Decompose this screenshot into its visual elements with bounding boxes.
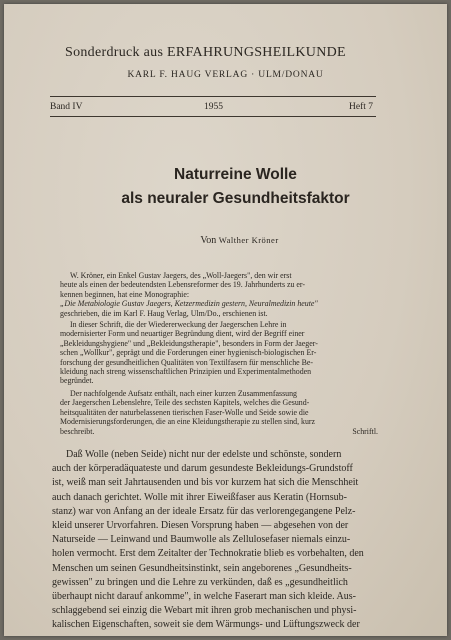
intro-line: Der nachfolgende Aufsatz enthält, nach einer kurzen Zusammenfassung — [70, 389, 297, 398]
body-line: Naturseide — Leinwand und Baumwolle als Zellulosefaser niemals einzu- — [52, 534, 351, 546]
intro-line-end: beschreibt. — [60, 426, 95, 436]
intro-line: geschrieben, die im Karl F. Haug Verlag, Ulm/Do., erschienen ist. — [60, 308, 268, 318]
intro-line: heitsqualitäten der naturbelassenen tierischen Faser-Wolle und Seide sowie die — [60, 407, 309, 417]
intro-paragraph-1 — [60, 271, 378, 318]
intro-line: kennen beginnen, hat eine Monographie: — [60, 289, 190, 299]
intro-line: begründet. — [60, 376, 94, 386]
intro-line: schen „Wollkur", geprägt und die Forderungen einer hygienisch-biologischen Er- — [60, 348, 317, 358]
intro-line: In dieser Schrift, die der Wiedererweckung der Jaegerschen Lehre in — [70, 320, 287, 329]
body-line: Daß Wolle (neben Seide) nicht nur der edelste und schönste, sondern — [66, 449, 342, 460]
document-page — [4, 4, 447, 636]
body-line: auch danach gerichtet. Wolle mit ihrer Eiweißfaser aus Keratin (Hornsub- — [52, 491, 348, 503]
offprint-heading: Sonderdruck aus ERFAHRUNGSHEILKUNDE — [65, 45, 346, 60]
intro-line: Modernisierungsforderungen, die an eine Kleidungstherapie zu stellen sind, kurz — [60, 417, 316, 427]
body-line: schlaggebend sei einzig die Webart mit ihren grob mechanischen und physi- — [52, 605, 357, 617]
body-line: ist, weiß man seit Jahrtausenden und bis vor kurzem hat sich die Menschheit — [52, 477, 359, 489]
volume-label: Band IV — [50, 102, 83, 112]
header-rule-bottom — [50, 116, 376, 117]
article-title-line2: als neuraler Gesundheitsfaktor — [121, 190, 350, 207]
intro-line: heute als einen der bedeutendsten Lebensreformer des 19. Jahrhunderts zu er- — [60, 280, 306, 290]
body-line: Menschen um seinen Gesundheitsinstinkt, sein angeborenes „Gesundheits- — [52, 562, 352, 574]
body-line: auch der körperadäquateste und darum gesundeste Bekleidungs-Grundstoff — [52, 463, 353, 475]
year-label: 1955 — [204, 102, 223, 112]
body-line: überhaupt nicht darauf ankomme", in welche Faserart man sich kleide. Aus- — [52, 591, 356, 603]
publisher-line: KARL F. HAUG VERLAG · ULM/DONAU — [127, 70, 324, 80]
intro-line: modernisierter Form und neuartiger Begründung dient, wird der Begriff einer — [60, 329, 305, 339]
intro-paragraph-3 — [60, 389, 378, 436]
body-text — [52, 448, 384, 633]
body-line: kleid unserer Urvorfahren. Diesen Vorsprung haben — abgesehen von der — [52, 520, 349, 532]
article-title-line1: Naturreine Wolle — [174, 166, 297, 183]
body-line: holen vermocht. Erst dem Zeitalter der Technokratie blieb es vorbehalten, den — [52, 548, 364, 560]
author-line — [4, 235, 447, 246]
header-rule-top — [50, 96, 376, 97]
body-line: kalischen Eigenschaften, soweit sie dem Wärmungs- und Lüftungszweck der — [52, 619, 360, 631]
intro-line — [60, 427, 378, 436]
intro-line: W. Kröner, ein Enkel Gustav Jaegers, des „Woll-Jaegers", den wir erst — [70, 271, 292, 280]
body-line: gewissen" zu bringen und die Lehre zu verkünden, daß es „gesundheitlich — [52, 576, 348, 588]
intro-line: forschung der gesundheitlichen Qualitäten von Textilfasern für menschliche Be- — [60, 357, 314, 367]
intro-line: kleidung nach streng wissenschaftlichen Prinzipien und Experimentalmethoden — [60, 367, 312, 377]
intro-paragraph-2 — [60, 320, 378, 386]
author-name: Walther Kröner — [218, 235, 279, 245]
body-line: stanz) war von Anfang an der ideale Ersatz für das verlorengegangene Pelz- — [52, 505, 356, 517]
intro-line: „Die Metabiologie Gustav Jaegers, Ketzermedizin gestern, Neuralmedizin heute" — [60, 299, 318, 309]
intro-line: „Bekleidungshygiene" und „Bekleidungstherapie", besonders in Form der Jaeger- — [60, 338, 318, 348]
issue-label: Heft 7 — [349, 102, 374, 112]
intro-line: der Jaegerschen Lebenslehre, Teile des sechsten Kapitels, welches die Gesund- — [60, 398, 310, 408]
author-prefix: Von — [200, 235, 217, 246]
editor-signature: Schriftl. — [352, 426, 378, 436]
